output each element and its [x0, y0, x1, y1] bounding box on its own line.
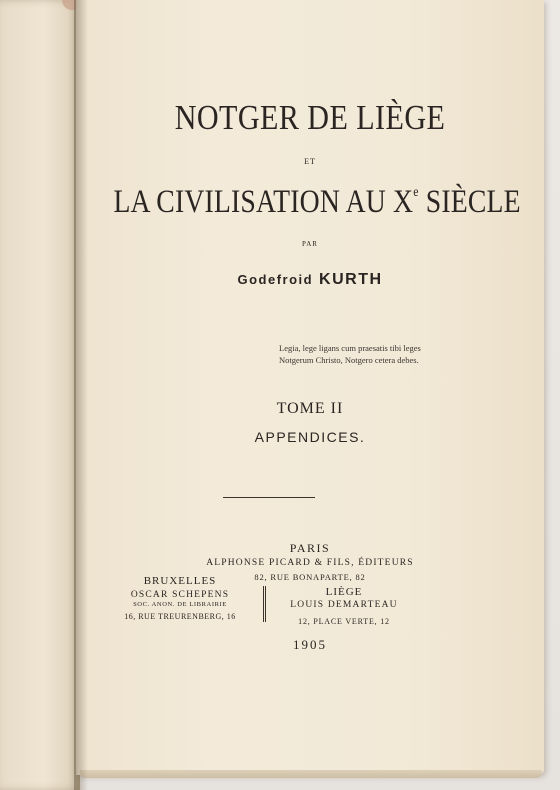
title-line-2-main: LA CIVILISATION AU X: [113, 184, 414, 220]
bruxelles-society: SOC. ANON. DE LIBRAIRIE: [133, 601, 227, 608]
book-gutter: [74, 0, 88, 790]
title-line-2: [113, 184, 521, 221]
author-last-name: KURTH: [319, 271, 383, 288]
liege-bookseller: LOUIS DEMARTEAU: [290, 600, 398, 610]
title-line-2-sup: e: [413, 185, 419, 200]
volume-label: TOME II: [276, 400, 344, 417]
conjunction: ET: [304, 157, 316, 166]
epigraph-line-2: Notgerum Christo, Notgero cetera debes.: [279, 355, 419, 365]
bruxelles-bookseller: OSCAR SCHEPENS: [130, 590, 230, 600]
by-label: PAR: [302, 240, 318, 248]
imprint-publisher: ALPHONSE PICARD & FILS, ÉDITEURS: [206, 558, 414, 568]
subtitle: APPENDICES.: [254, 429, 366, 445]
bruxelles-address: 16, RUE TREURENBERG, 16: [124, 612, 236, 621]
epigraph-line-1: Legia, lege ligans cum praesatis tibi leges: [279, 343, 421, 353]
page-edge: [80, 770, 542, 778]
imprint-address: 82, RUE BONAPARTE, 82: [254, 572, 366, 582]
title-line-2-end: SIÈCLE: [418, 184, 521, 220]
imprint-city: PARIS: [289, 541, 331, 555]
facing-page: [0, 0, 80, 790]
title-line-1: NOTGER DE LIÈGE: [174, 98, 446, 137]
publication-year: 1905: [293, 637, 327, 652]
epigraph: [279, 342, 421, 366]
separator-rule: [223, 497, 315, 498]
author: [76, 271, 544, 289]
liege-address: 12, PLACE VERTE, 12: [298, 617, 390, 626]
author-first-name: Godefroid: [237, 272, 314, 287]
imprint-divider: [263, 586, 266, 622]
bruxelles-city: BRUXELLES: [143, 575, 217, 587]
liege-city: LIÈGE: [325, 586, 363, 598]
